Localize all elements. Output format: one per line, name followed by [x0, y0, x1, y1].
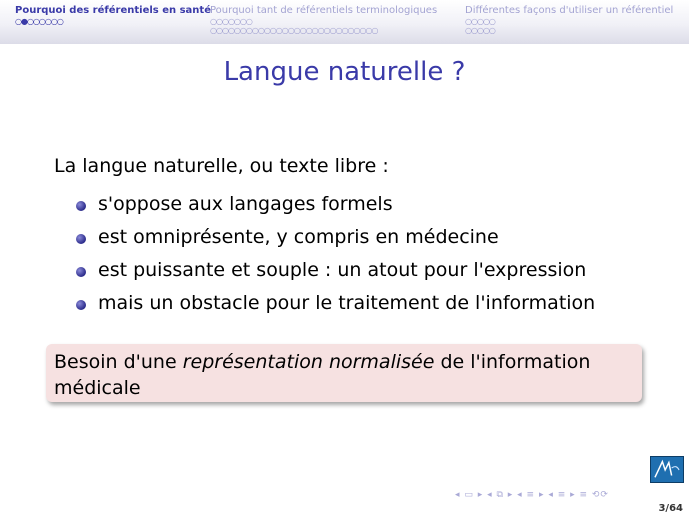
section-dots-2b[interactable]: ○○○○○○○○○○○○○○○○○○○○○○○○○○○○: [210, 26, 378, 35]
bullet-list: [74, 193, 595, 325]
section-link-pourquoi-tant[interactable]: Pourquoi tant de référentiels terminologiques: [210, 5, 438, 16]
section-dots-1[interactable]: ○●○○○○○○: [15, 17, 63, 26]
list-item: [74, 193, 595, 226]
bullet-text: est puissante et souple : un atout pour l'expression: [98, 259, 587, 281]
highlight-block: [46, 344, 642, 402]
list-item: [74, 292, 595, 325]
section-link-pourquoi-referentiels[interactable]: Pourquoi des référentiels en santé: [15, 5, 211, 16]
block-text-after: de l'information médicale: [54, 351, 591, 399]
bullet-icon: [76, 267, 86, 277]
block-text-before: Besoin d'une: [54, 351, 183, 373]
slide-intro: La langue naturelle, ou texte libre :: [54, 155, 389, 177]
bullet-text: mais un obstacle pour le traitement de l'information: [98, 292, 596, 314]
page-number: 3/64: [658, 503, 683, 514]
section-dots-3a[interactable]: ○○○○○: [465, 17, 495, 26]
institution-logo: [650, 456, 684, 483]
block-text-emphasis: représentation normalisée: [182, 351, 435, 373]
beamer-navigation[interactable]: ◂ ▭ ▸ ◂ ⧉ ▸ ◂ ≡ ▸ ◂ ≡ ▸ ≡ ⟲⟳: [455, 490, 609, 500]
section-link-differentes-facons[interactable]: Différentes façons d'utiliser un référentiel: [465, 5, 674, 16]
headline-bar: [0, 0, 689, 44]
list-item: [74, 259, 595, 292]
block-text: [54, 349, 634, 401]
list-item: [74, 226, 595, 259]
bullet-icon: [76, 234, 86, 244]
bullet-text: s'oppose aux langages formels: [98, 193, 393, 215]
section-dots-3b[interactable]: ○○○○○: [465, 26, 495, 35]
bullet-icon: [76, 201, 86, 211]
slide-title: Langue naturelle ?: [223, 57, 466, 87]
section-dots-2a[interactable]: ○○○○○○○: [210, 17, 252, 26]
bullet-icon: [76, 300, 86, 310]
bullet-text: est omniprésente, y compris en médecine: [98, 226, 499, 248]
logo-icon: [651, 457, 683, 482]
